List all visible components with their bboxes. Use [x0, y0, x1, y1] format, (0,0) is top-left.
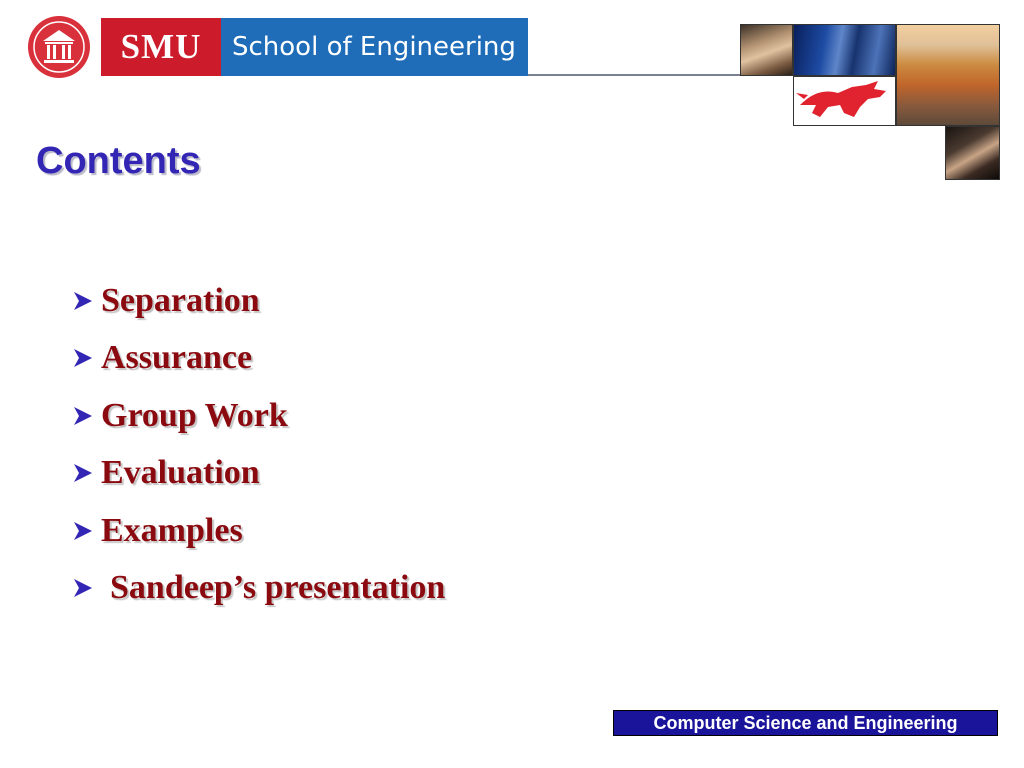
- school-banner: [221, 18, 528, 76]
- arrow-bullet-icon: [72, 520, 94, 542]
- list-item-label: Assurance: [101, 339, 253, 377]
- school-name: School of Engineering: [232, 32, 516, 62]
- list-item: [72, 330, 445, 388]
- list-item-label: Examples: [101, 511, 243, 549]
- arrow-bullet-icon: [72, 347, 94, 369]
- list-item: [72, 560, 445, 618]
- arrow-bullet-icon: [72, 577, 94, 599]
- arrow-bullet-icon: [72, 462, 94, 484]
- list-item-label: Sandeep’s presentation: [110, 569, 446, 607]
- brand-name: SMU: [120, 27, 202, 66]
- smu-logo-banner: [101, 18, 221, 76]
- arrow-bullet-icon: [72, 290, 94, 312]
- list-item-label: Separation: [101, 281, 260, 319]
- list-item-label: Group Work: [101, 396, 288, 434]
- slide-title: Contents: [36, 140, 201, 182]
- mustang-logo: [793, 76, 896, 126]
- campus-building-photo: [896, 24, 1000, 126]
- list-item: [72, 387, 445, 445]
- arrow-bullet-icon: [72, 405, 94, 427]
- student-study-photo: [945, 126, 1000, 180]
- footer-label: Computer Science and Engineering: [613, 710, 998, 736]
- list-item: [72, 445, 445, 503]
- contents-list: [72, 272, 445, 617]
- collage-spacer: [896, 126, 945, 180]
- list-item: [72, 272, 445, 330]
- portrait-photo: [740, 24, 793, 76]
- smu-seal-icon: [27, 15, 91, 79]
- list-item: [72, 502, 445, 560]
- list-item-label: Evaluation: [101, 454, 260, 492]
- technology-photo: [793, 24, 896, 76]
